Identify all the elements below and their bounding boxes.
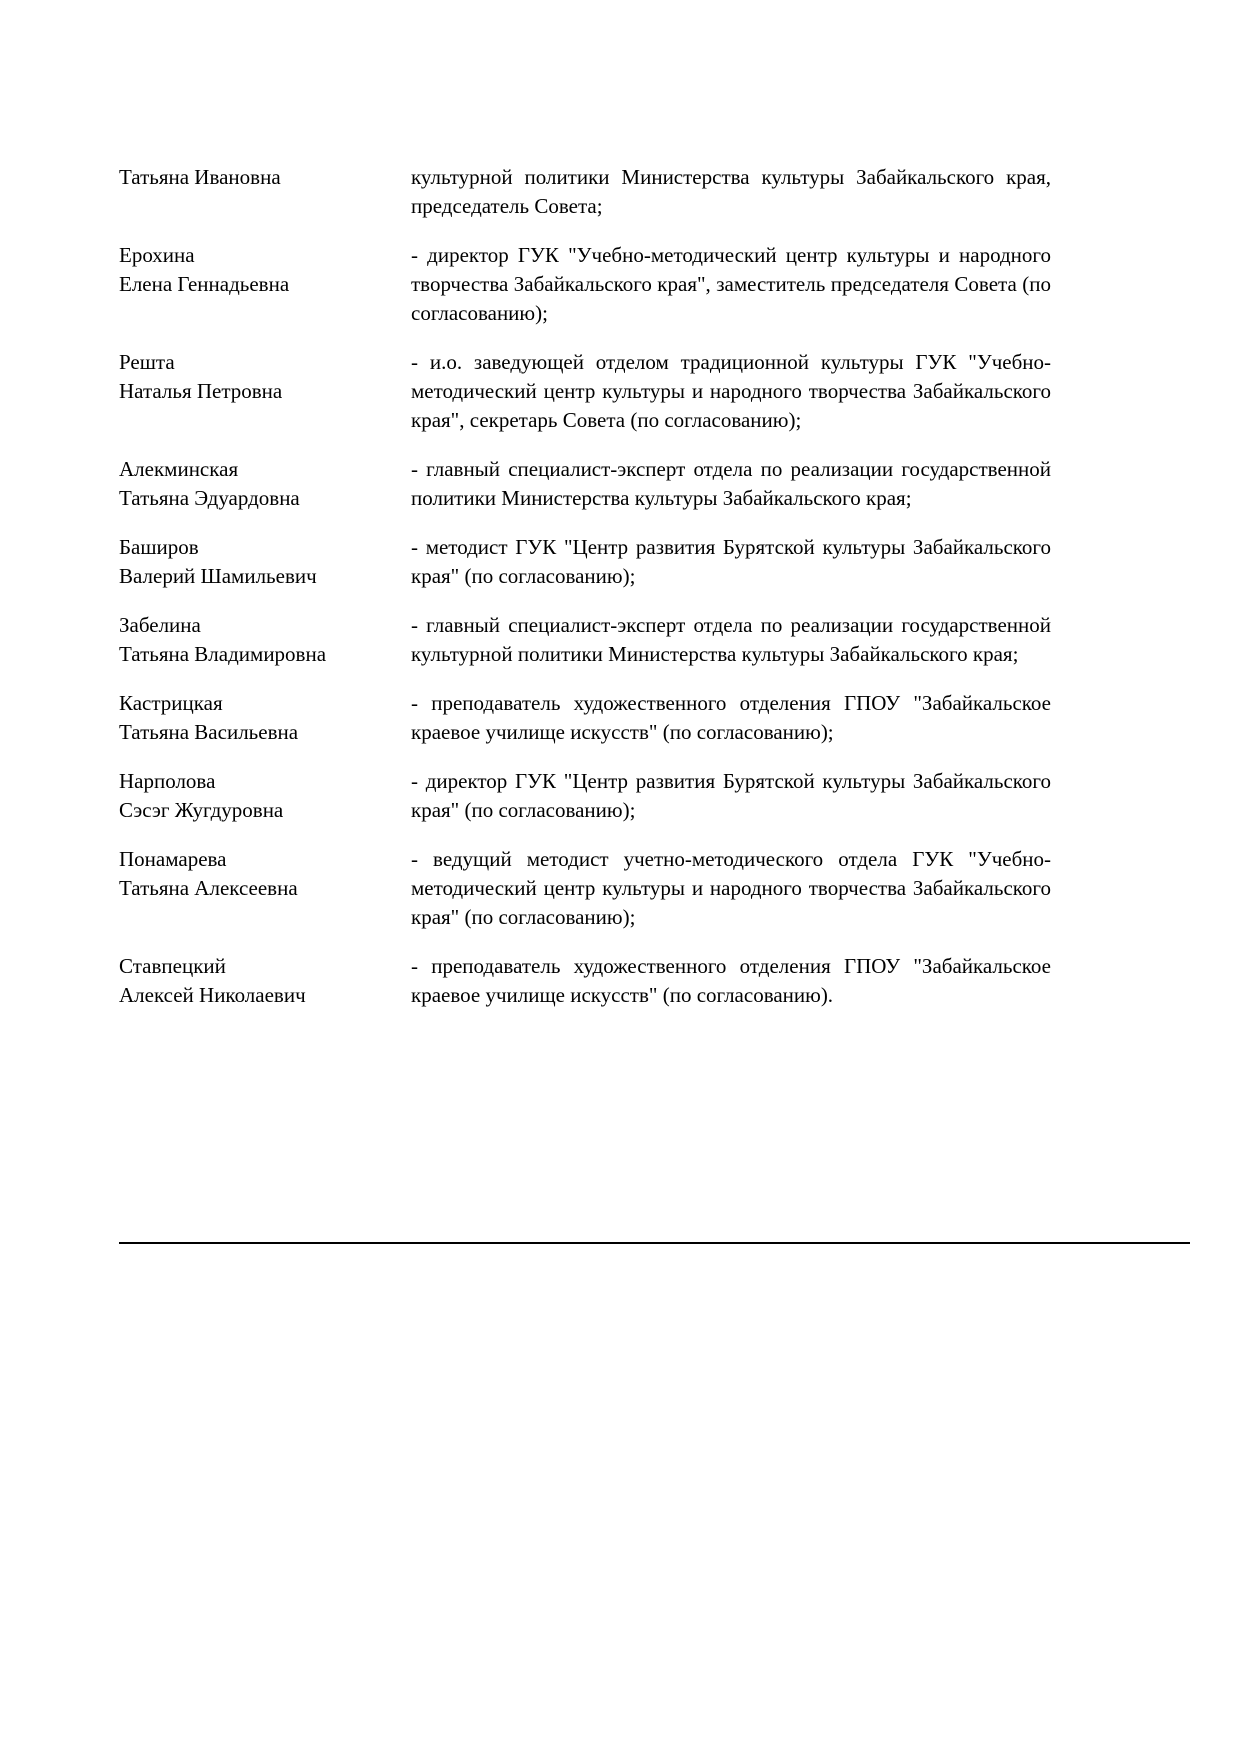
member-surname: Ерохина [119,243,195,267]
member-name [119,952,411,1010]
member-role: - методист ГУК "Центр развития Бурятской культуры Забайкальского края" (по согласованию); [411,535,1051,588]
member-surname: Нарполова [119,769,216,793]
member-surname: Баширов [119,535,199,559]
member-entry [119,163,1051,221]
member-given-name: Наталья Петровна [119,379,283,403]
member-entry [119,845,1051,932]
member-name [119,163,411,221]
member-given-name: Татьяна Ивановна [119,165,281,189]
member-given-name: Татьяна Алексеевна [119,876,298,900]
member-role: культурной политики Министерства культуры Забайкальского края, председатель Совета; [411,165,1051,218]
member-role: - ведущий методист учетно-методического отдела ГУК "Учебно-методический центр культуры и народного творчества Забайкальского края" (по согласованию); [411,847,1051,929]
member-entry [119,348,1051,435]
member-given-name: Татьяна Эдуардовна [119,486,300,510]
member-given-name: Татьяна Владимировна [119,642,327,666]
member-name [119,845,411,932]
horizontal-rule [119,1242,1190,1244]
member-entry [119,611,1051,669]
member-given-name: Валерий Шамильевич [119,564,317,588]
member-role: - главный специалист-эксперт отдела по реализации государственной политики Министерства культуры Забайкальского края; [411,457,1051,510]
member-role: - главный специалист-эксперт отдела по реализации государственной культурной политики Министерства культуры Забайкальского края; [411,613,1051,666]
member-name [119,455,411,513]
member-name [119,611,411,669]
member-surname: Ставпецкий [119,954,226,978]
member-entry [119,241,1051,328]
member-entry [119,455,1051,513]
member-entry [119,533,1051,591]
member-entry [119,767,1051,825]
member-name [119,533,411,591]
member-name [119,241,411,328]
member-given-name: Елена Геннадьевна [119,272,290,296]
member-surname: Понамарева [119,847,227,871]
member-entry [119,689,1051,747]
council-member-list [119,163,1051,1030]
member-role: - преподаватель художественного отделения ГПОУ "Забайкальское краевое училище искусств" (по согласованию); [411,691,1051,744]
member-surname: Алекминская [119,457,239,481]
member-surname: Забелина [119,613,201,637]
member-surname: Решта [119,350,175,374]
member-name [119,348,411,435]
member-given-name: Сэсэг Жугдуровна [119,798,284,822]
member-name [119,767,411,825]
member-name [119,689,411,747]
member-role: - и.о. заведующей отделом традиционной культуры ГУК "Учебно-методический центр культуры и народного творчества Забайкальского края", секретарь Совета (по согласованию); [411,350,1051,432]
member-role: - директор ГУК "Учебно-методический центр культуры и народного творчества Забайкальского края", заместитель председателя Совета (по согласованию); [411,243,1051,325]
member-given-name: Алексей Николаевич [119,983,306,1007]
member-surname: Кастрицкая [119,691,223,715]
member-role: - преподаватель художественного отделения ГПОУ "Забайкальское краевое училище искусств" (по согласованию). [411,954,1051,1007]
member-entry [119,952,1051,1010]
member-role: - директор ГУК "Центр развития Бурятской культуры Забайкальского края" (по согласованию); [411,769,1051,822]
member-given-name: Татьяна Васильевна [119,720,299,744]
